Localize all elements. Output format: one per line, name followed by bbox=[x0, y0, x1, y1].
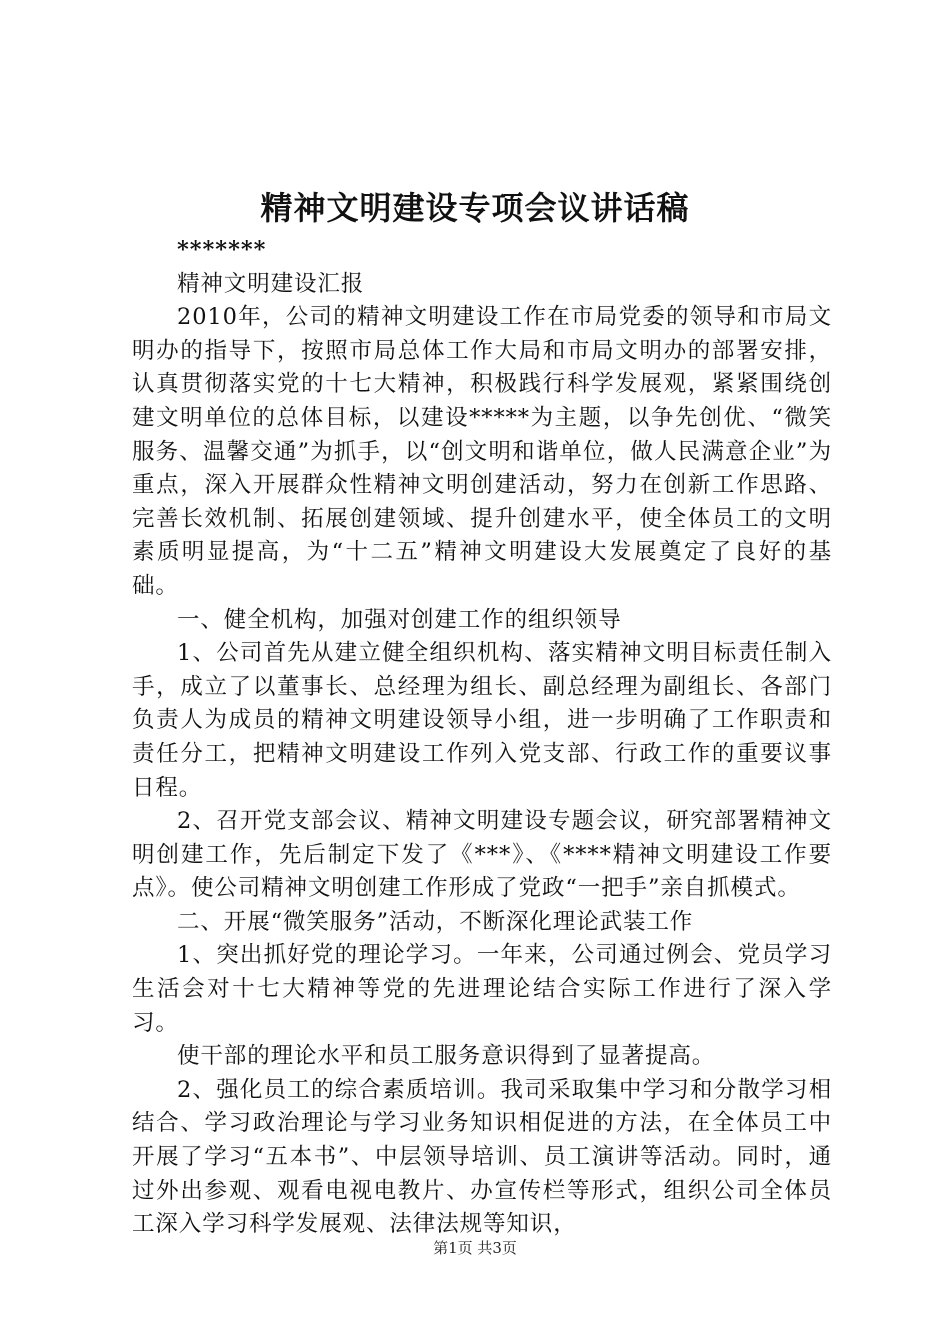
body-paragraph: 2010年，公司的精神文明建设工作在市局党委的领导和市局文明办的指导下，按照市局总体工作大局和市局文明办的部署安排，认真贯彻落实党的十七大精神，积极践行科学发展观，紧紧围绕创建文明单位的总体目标，以建设*****为主题，以争先创优、“微笑服务、温馨交通”为抓手，以“创文明和谐单位，做人民满意企业”为重点，深入开展群众性精神文明创建活动，努力在创新工作思路、完善长效机制、拓展创建领域、提升创建水平，使全体员工的文明素质明显提高，为“十二五”精神文明建设大发展奠定了良好的基础。 bbox=[132, 304, 832, 599]
report-subtitle: 精神文明建设汇报 bbox=[177, 270, 365, 297]
body-paragraph: 1、突出抓好党的理论学习。一年来，公司通过例会、党员学习生活会对十七大精神等党的先进理论结合实际工作进行了深入学习。 bbox=[132, 942, 832, 1036]
body-paragraph: 2、召开党支部会议、精神文明建设专题会议，研究部署精神文明创建工作，先后制定下发了《***》、《****精神文明建设工作要点》。使公司精神文明创建工作形成了党政“一把手”亲自抓模式。 bbox=[132, 808, 832, 902]
body-paragraph: 1、公司首先从建立健全组织机构、落实精神文明目标责任制入手，成立了以董事长、总经理为组长、副总经理为副组长、各部门负责人为成员的精神文明建设领导小组，进一步明确了工作职责和责任分工，把精神文明建设工作列入党支部、行政工作的重要议事日程。 bbox=[132, 640, 832, 801]
document-body bbox=[132, 234, 832, 1242]
page-number-footer: 第1页 共3页 bbox=[433, 1239, 517, 1257]
section-heading: 二、开展“微笑服务”活动，不断深化理论武装工作 bbox=[177, 908, 694, 935]
section-heading: 一、健全机构，加强对创建工作的组织领导 bbox=[177, 606, 622, 633]
body-paragraph: 使干部的理论水平和员工服务意识得到了显著提高。 bbox=[177, 1043, 716, 1070]
author-placeholder: ******* bbox=[177, 237, 267, 263]
body-paragraph: 2、强化员工的综合素质培训。我司采取集中学习和分散学习相结合、学习政治理论与学习业务知识相促进的方法，在全体员工中开展了学习“五本书”、中层领导培训、员工演讲等活动。同时，通过外出参观、观看电视电教片、办宣传栏等形式，组织公司全体员工深入学习科学发展观、法律法规等知识， bbox=[132, 1076, 832, 1238]
document-title: 精神文明建设专项会议讲话稿 bbox=[260, 189, 690, 227]
